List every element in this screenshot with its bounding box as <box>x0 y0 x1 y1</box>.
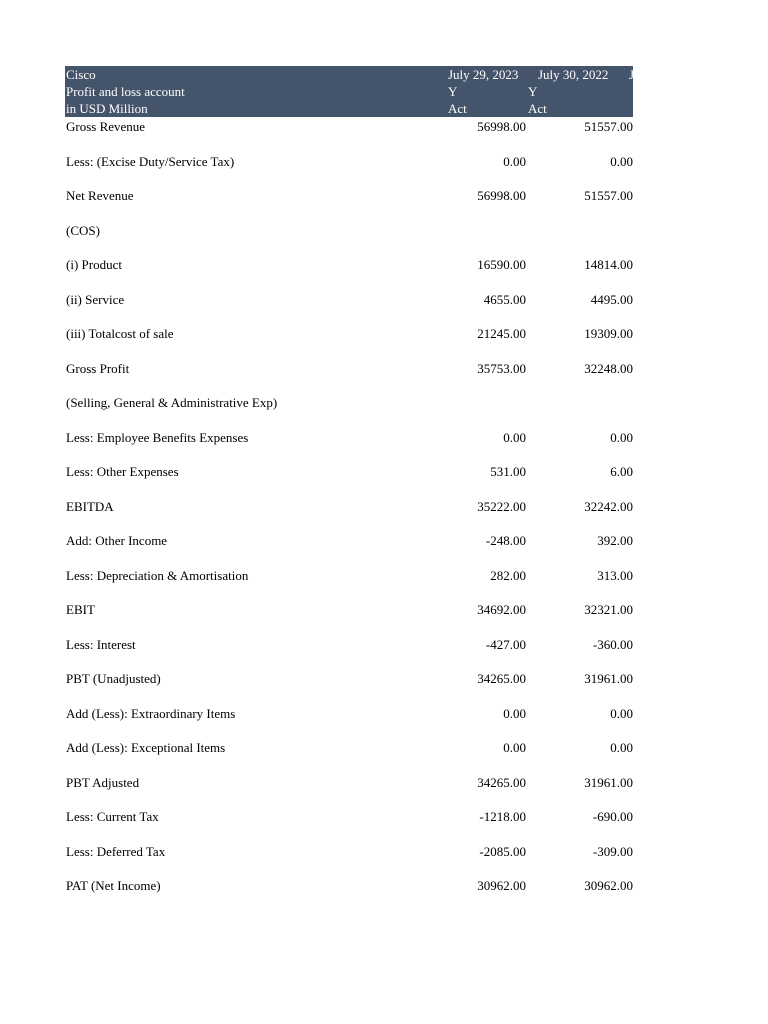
row-value-2023: 56998.00 <box>477 188 526 203</box>
row-value-2023: 21245.00 <box>477 326 526 341</box>
row-value-2023: 56998.00 <box>477 119 526 134</box>
row-value-2022: 14814.00 <box>584 257 633 272</box>
table-row <box>65 324 633 359</box>
row-value-2022: 51557.00 <box>584 188 633 203</box>
row-value-2023: 0.00 <box>503 429 526 445</box>
row-value-2022: 0.00 <box>610 740 633 755</box>
row-label: Add: Other Income <box>66 533 168 548</box>
table-row <box>65 393 633 428</box>
table-row <box>65 531 633 566</box>
clipped-next-column: J <box>629 67 635 82</box>
table-body <box>65 117 633 911</box>
row-label: Less: Current Tax <box>66 809 159 824</box>
row-value-2022: 19309.00 <box>584 326 633 341</box>
row-label: Less: Employee Benefits Expenses <box>66 429 249 445</box>
row-value-2022: 0.00 <box>610 429 633 445</box>
row-value-2023: 34265.00 <box>477 774 526 790</box>
row-value-2022: 31961.00 <box>584 774 633 790</box>
row-value-2022: 51557.00 <box>584 119 633 134</box>
row-value-2023: -248.00 <box>485 533 526 548</box>
row-value-2023: 35222.00 <box>477 498 526 514</box>
row-label: Less: (Excise Duty/Service Tax) <box>66 153 235 169</box>
table-row <box>65 255 633 290</box>
row-value-2022: 313.00 <box>597 567 633 583</box>
table-row <box>65 704 633 739</box>
row-value-2023: 0.00 <box>503 705 526 721</box>
company-name: Cisco <box>66 67 96 82</box>
period-1-status: Act <box>448 101 467 116</box>
period-1-date: July 29, 2023 <box>448 67 519 82</box>
table-row <box>65 290 633 325</box>
row-value-2023: 34265.00 <box>477 671 526 686</box>
row-label: (Selling, General & Administrative Exp) <box>66 395 278 410</box>
row-value-2022: 392.00 <box>597 533 633 548</box>
row-label: PAT (Net Income) <box>66 878 161 893</box>
row-label: Less: Depreciation & Amortisation <box>66 567 249 583</box>
period-1-type: Y <box>448 84 458 99</box>
row-value-2023: 34692.00 <box>477 602 526 617</box>
table-row <box>65 462 633 497</box>
period-2-status: Act <box>528 101 547 116</box>
row-value-2022: 4495.00 <box>590 291 633 307</box>
row-value-2023: 35753.00 <box>477 360 526 376</box>
row-label: Net Revenue <box>66 188 134 203</box>
table-header <box>65 66 633 117</box>
row-value-2023: 0.00 <box>503 740 526 755</box>
table-row <box>65 600 633 635</box>
row-value-2022: 30962.00 <box>584 878 633 893</box>
table-row <box>65 428 633 463</box>
row-label: (i) Product <box>66 257 122 272</box>
row-label: PBT (Unadjusted) <box>66 671 161 686</box>
row-label: Add (Less): Exceptional Items <box>66 740 226 755</box>
table-row <box>65 876 633 911</box>
row-value-2023: 0.00 <box>503 153 526 169</box>
table-row <box>65 117 633 152</box>
row-label: (iii) Totalcost of sale <box>66 326 174 341</box>
row-value-2023: -427.00 <box>485 636 526 652</box>
row-value-2023: -2085.00 <box>479 843 526 859</box>
table-row <box>65 669 633 704</box>
row-value-2023: 4655.00 <box>483 291 526 307</box>
row-value-2022: -360.00 <box>592 636 633 652</box>
row-label: EBIT <box>66 602 95 617</box>
row-value-2022: -309.00 <box>592 843 633 859</box>
row-value-2022: 31961.00 <box>584 671 633 686</box>
row-label: Less: Other Expenses <box>66 464 179 479</box>
row-value-2023: 30962.00 <box>477 878 526 893</box>
table-row <box>65 635 633 670</box>
profit-loss-sheet <box>65 66 633 911</box>
row-value-2022: 0.00 <box>610 153 633 169</box>
row-label: EBITDA <box>66 498 114 514</box>
row-label: Add (Less): Extraordinary Items <box>66 705 236 721</box>
table-row <box>65 186 633 221</box>
report-title: Profit and loss account <box>66 84 185 99</box>
row-label: Less: Deferred Tax <box>66 843 166 859</box>
row-value-2023: 531.00 <box>490 464 526 479</box>
row-value-2022: 0.00 <box>610 705 633 721</box>
row-label: Gross Profit <box>66 360 130 376</box>
row-label: (ii) Service <box>66 291 125 307</box>
row-value-2023: 282.00 <box>490 567 526 583</box>
table-row <box>65 773 633 808</box>
table-row <box>65 359 633 394</box>
row-label: Less: Interest <box>66 636 136 652</box>
table-row <box>65 152 633 187</box>
row-value-2022: 32248.00 <box>584 360 633 376</box>
row-value-2022: 32321.00 <box>584 602 633 617</box>
table-row <box>65 566 633 601</box>
period-2-type: Y <box>528 84 538 99</box>
table-row <box>65 807 633 842</box>
row-label: Gross Revenue <box>66 119 146 134</box>
row-value-2022: 32242.00 <box>584 498 633 514</box>
row-label: (COS) <box>66 222 100 238</box>
row-label: PBT Adjusted <box>66 774 140 790</box>
table-row <box>65 221 633 256</box>
table-row <box>65 738 633 773</box>
unit-label: in USD Million <box>66 101 148 116</box>
row-value-2022: -690.00 <box>592 809 633 824</box>
table-row <box>65 842 633 877</box>
row-value-2023: -1218.00 <box>479 809 526 824</box>
period-2-date: July 30, 2022 <box>538 67 609 82</box>
row-value-2023: 16590.00 <box>477 257 526 272</box>
table-row <box>65 497 633 532</box>
row-value-2022: 6.00 <box>610 464 633 479</box>
